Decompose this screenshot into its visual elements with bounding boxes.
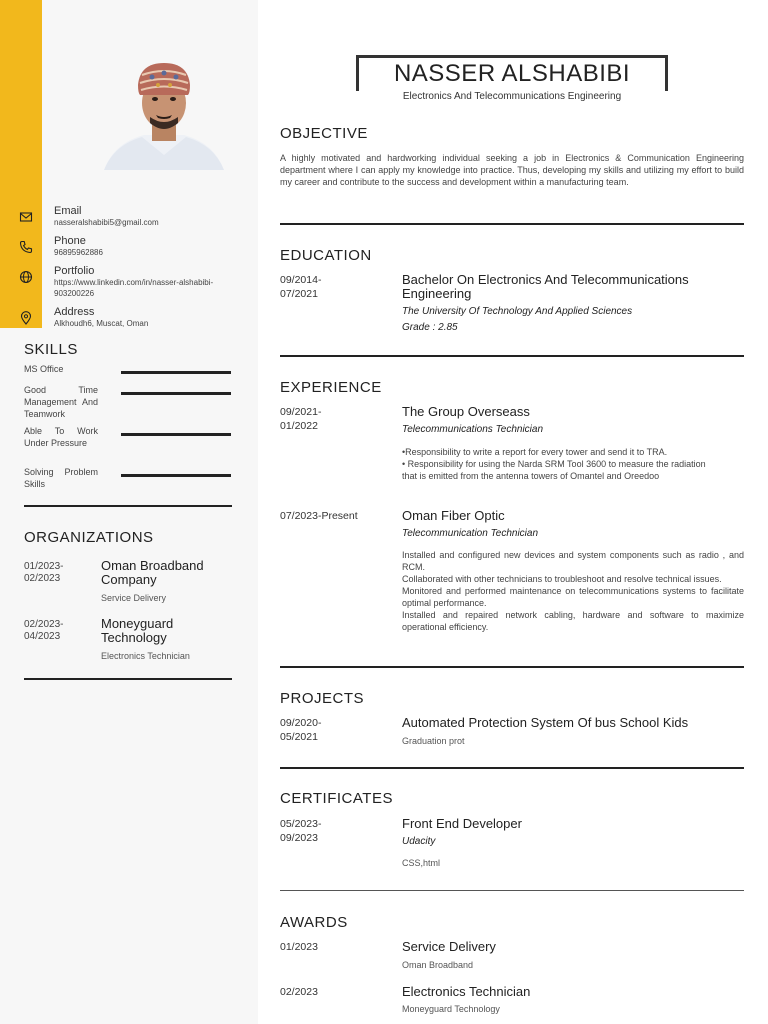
education-heading: EDUCATION	[280, 247, 372, 264]
skill-level-bar	[121, 433, 231, 436]
contact-portfolio	[0, 265, 258, 306]
contact-phone	[0, 235, 258, 265]
description-line: Installed and configured new devices and system components such as radio , and RCM.	[402, 550, 744, 572]
skill-item	[24, 384, 232, 419]
experience-role: Telecommunication Technician	[402, 528, 539, 539]
project-title: Automated Protection System Of bus School Kids	[402, 715, 689, 730]
divider	[280, 355, 744, 357]
skill-label: MS Office	[24, 364, 64, 374]
objective-heading: OBJECTIVE	[280, 125, 368, 142]
divider	[280, 890, 744, 891]
address-title: Address	[54, 306, 95, 318]
candidate-name: NASSER ALSHABIBI	[393, 60, 631, 87]
contact-section	[0, 205, 258, 336]
portfolio-title: Portfolio	[54, 265, 95, 277]
phone-title: Phone	[54, 235, 86, 247]
email-icon	[18, 209, 34, 225]
education-school: The University Of Technology And Applied Sciences	[402, 306, 633, 317]
certificate-date: 05/2023- 09/2023	[280, 818, 322, 844]
email-title: Email	[54, 205, 82, 217]
objective-text: A highly motivated and hardworking individual seeking a job in Electronics & Communication Engineering department where I can apply my knowledge into practice. Thus, developing my skills and utilizing my effort to build my career and contribute to the success and development within a manufacturing team.	[280, 153, 744, 187]
description-line: that is emitted from the antenna towers of Omantel and Oreedoo	[402, 471, 660, 481]
certificate-title: Front End Developer	[402, 816, 522, 831]
contact-email	[0, 205, 258, 235]
experience-description	[402, 549, 744, 633]
description-line: •Responsibility to write a report for every tower and send it to TRA.	[402, 447, 668, 457]
education-degree: Bachelor On Electronics And Telecommunications Engineering	[402, 272, 689, 301]
award-subtitle: Oman Broadband	[402, 960, 474, 970]
portfolio-value[interactable]: https://www.linkedin.com/in/nasser-alshabibi-903200226	[54, 278, 214, 298]
skills-heading: SKILLS	[24, 341, 78, 358]
award-date: 01/2023	[280, 941, 318, 953]
skill-label: Good Time Management And Teamwork	[24, 385, 98, 419]
skill-item	[24, 466, 232, 489]
award-date: 02/2023	[280, 986, 318, 998]
skill-item	[24, 363, 232, 383]
candidate-title: Electronics And Telecommunications Engineering	[402, 91, 622, 102]
experience-role: Telecommunications Technician	[402, 424, 544, 435]
organization-title: Moneyguard Technology	[101, 616, 174, 645]
contact-address	[0, 306, 258, 336]
skill-item	[24, 425, 232, 448]
award-title: Electronics Technician	[402, 984, 531, 999]
organization-date: 02/2023- 04/2023	[24, 619, 64, 642]
experience-description	[402, 446, 744, 482]
divider	[24, 505, 232, 507]
divider	[24, 678, 232, 680]
education-date: 09/2014- 07/2021	[280, 274, 322, 300]
projects-heading: PROJECTS	[280, 690, 365, 707]
project-date: 09/2020- 05/2021	[280, 717, 322, 743]
organizations-heading: ORGANIZATIONS	[24, 529, 154, 546]
skill-label: Able To Work Under Pressure	[24, 426, 98, 448]
location-pin-icon	[18, 310, 34, 326]
profile-photo	[104, 55, 224, 170]
globe-icon	[18, 269, 34, 285]
awards-heading: AWARDS	[280, 914, 348, 931]
address-value: Alkhoudh6, Muscat, Oman	[54, 319, 149, 328]
description-line: Monitored and performed maintenance on telecommunications systems to facilitate optimal performance.	[402, 586, 744, 608]
skill-label: Solving Problem Skills	[24, 467, 98, 489]
project-subtitle: Graduation prot	[402, 736, 465, 746]
organization-title: Oman Broadband Company	[101, 558, 204, 587]
certificate-subtitle: CSS,html	[402, 858, 441, 868]
experience-company: The Group Overseass	[402, 404, 530, 419]
experience-heading: EXPERIENCE	[280, 379, 382, 396]
description-line: • Responsibility for using the Narda SRM Tool 3600 to measure the radiation	[402, 459, 706, 469]
certificates-heading: CERTIFICATES	[280, 790, 393, 807]
experience-date: 09/2021- 01/2022	[280, 406, 322, 432]
skill-level-bar	[121, 392, 231, 395]
organization-date: 01/2023- 02/2023	[24, 561, 64, 584]
phone-value[interactable]: 96895962886	[54, 248, 103, 257]
email-value[interactable]: nasseralshabibi5@gmail.com	[54, 218, 159, 227]
skill-level-bar	[121, 474, 231, 477]
award-subtitle: Moneyguard Technology	[402, 1004, 500, 1014]
experience-company: Oman Fiber Optic	[402, 508, 505, 523]
description-line: Installed and repaired network cabling, hardware and software to maximize operational efficiency.	[402, 610, 744, 632]
organization-role: Electronics Technician	[101, 651, 190, 661]
phone-icon	[18, 239, 34, 255]
certificate-issuer: Udacity	[402, 836, 436, 847]
description-line: Collaborated with other technicians to troubleshoot and resolve technical issues.	[402, 574, 722, 584]
award-title: Service Delivery	[402, 939, 496, 954]
divider	[280, 666, 744, 668]
divider	[280, 223, 744, 225]
divider	[280, 767, 744, 769]
skill-level-bar	[121, 371, 231, 374]
organization-role: Service Delivery	[101, 593, 167, 603]
experience-date: 07/2023-Present	[280, 510, 358, 522]
education-grade: Grade : 2.85	[402, 322, 458, 333]
